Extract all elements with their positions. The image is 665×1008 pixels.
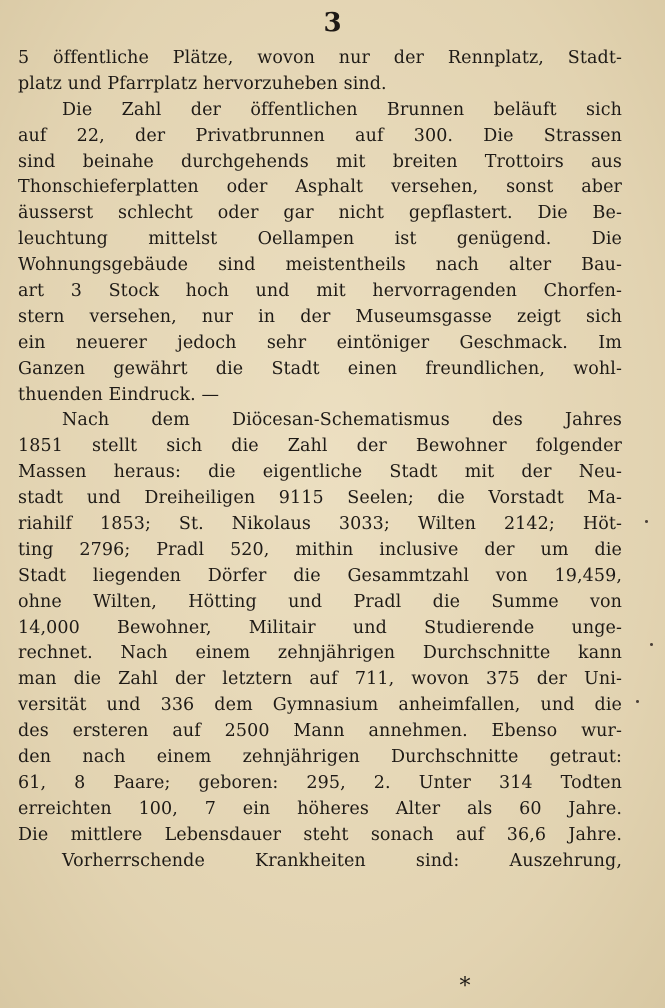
text-line: 1851 stellt sich die Zahl der Bewohner folgender <box>18 436 622 457</box>
text-line: rechnet. Nach einem zehnjährigen Durchschnitte kann <box>18 643 622 664</box>
text-line: man die Zahl der letztern auf 711, wovon 375 der Uni- <box>18 669 622 690</box>
text-line: Vorherrschende Krankheiten sind: Auszehrung, <box>62 850 622 871</box>
signature-mark: * <box>459 974 471 999</box>
text-line: erreichten 100, 7 ein höheres Alter als 60 Jahre. <box>18 798 622 819</box>
text-line: stadt und Dreiheiligen 9115 Seelen; die Vorstadt Ma- <box>18 488 622 509</box>
text-line: Thonschieferplatten oder Asphalt versehen, sonst aber <box>18 177 622 198</box>
text-line: 14,000 Bewohner, Militair und Studierende unge- <box>18 617 622 638</box>
text-line: den nach einem zehnjährigen Durchschnitte getraut: <box>18 747 622 768</box>
ink-speck <box>650 643 653 646</box>
text-line: versität und 336 dem Gymnasium anheimfallen, und die <box>18 695 622 716</box>
text-line: platz und Pfarrplatz hervorzuheben sind. <box>18 73 387 94</box>
text-line: stern versehen, nur in der Museumsgasse zeigt sich <box>18 306 622 327</box>
text-line: thuenden Eindruck. — <box>18 384 220 405</box>
text-line: Die mittlere Lebensdauer steht sonach auf 36,6 Jahre. <box>18 824 622 845</box>
text-line: 61, 8 Paare; geboren: 295, 2. Unter 314 Todten <box>18 772 622 793</box>
text-line: Die Zahl der öffentlichen Brunnen beläuft sich <box>62 99 622 120</box>
ink-speck <box>636 700 639 703</box>
text-line: art 3 Stock hoch und mit hervorragenden Chorfen- <box>18 281 622 302</box>
text-line: sind beinahe durchgehends mit breiten Trottoirs aus <box>18 151 622 172</box>
text-line: äusserst schlecht oder gar nicht gepflastert. Die Be- <box>18 203 622 224</box>
text-line: 5 öffentliche Plätze, wovon nur der Rennplatz, Stadt- <box>18 48 622 68</box>
page-number: 3 <box>323 8 342 38</box>
text-line: Stadt liegenden Dörfer die Gesammtzahl von 19,459, <box>18 565 622 586</box>
text-line: ting 2796; Pradl 520, mithin inclusive der um die <box>18 539 622 560</box>
text-line: Ganzen gewährt die Stadt einen freundlichen, wohl- <box>18 358 622 379</box>
body-text <box>18 46 622 875</box>
text-line: des ersteren auf 2500 Mann annehmen. Ebenso wur- <box>18 721 622 742</box>
ink-speck <box>645 520 648 523</box>
text-line: leuchtung mittelst Oellampen ist genügend. Die <box>18 229 622 250</box>
text-line: auf 22, der Privatbrunnen auf 300. Die Strassen <box>18 125 622 146</box>
text-line: Massen heraus: die eigentliche Stadt mit der Neu- <box>18 462 622 483</box>
text-line: ohne Wilten, Hötting und Pradl die Summe von <box>18 591 622 612</box>
text-line: Nach dem Diöcesan-Schematismus des Jahres <box>62 410 622 431</box>
text-line: riahilf 1853; St. Nikolaus 3033; Wilten 2142; Höt- <box>18 514 622 535</box>
text-line: Wohnungsgebäude sind meistentheils nach alter Bau- <box>18 255 622 276</box>
text-line: ein neuerer jedoch sehr eintöniger Geschmack. Im <box>18 332 622 353</box>
